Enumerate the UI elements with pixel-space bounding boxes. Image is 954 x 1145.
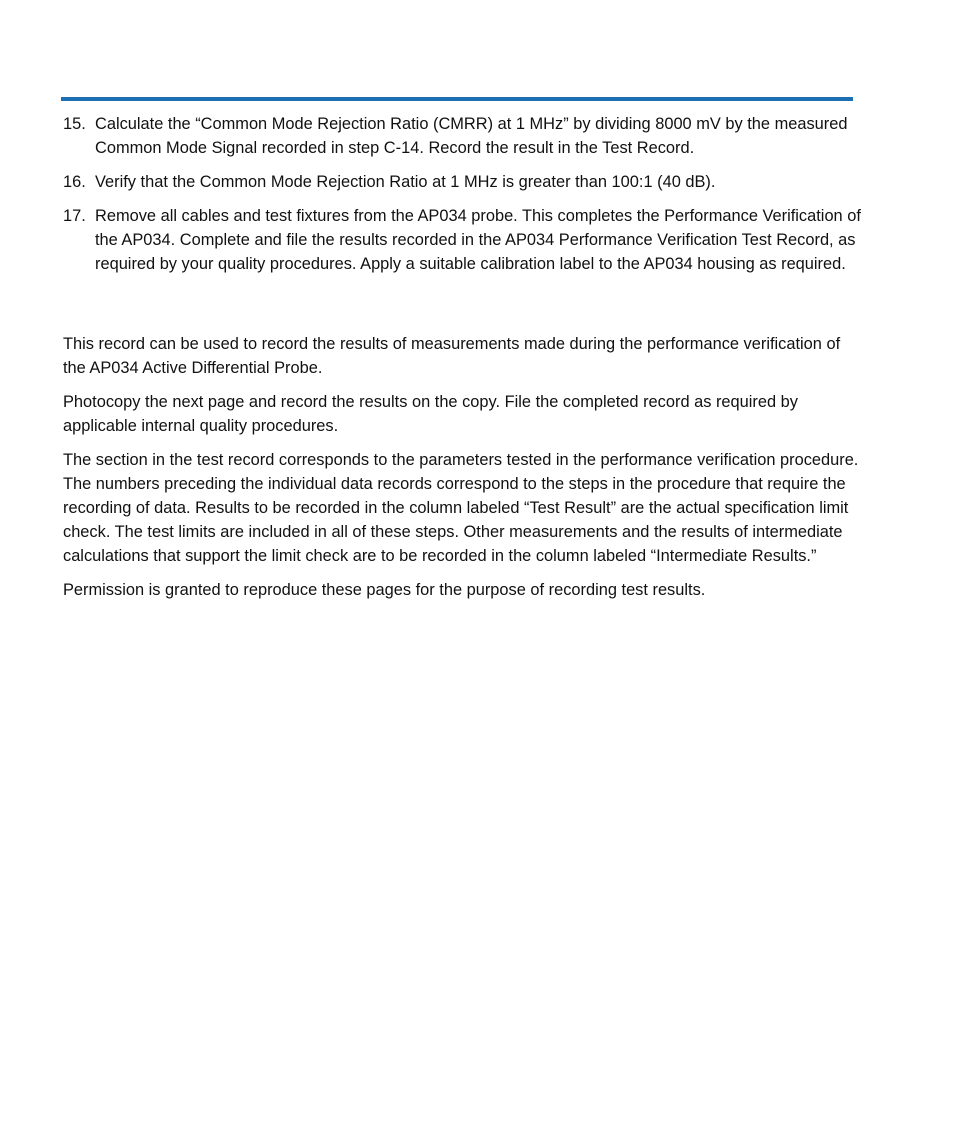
section-spacer bbox=[63, 286, 863, 332]
header-rule bbox=[61, 97, 853, 101]
step-text: Remove all cables and test fixtures from the AP034 probe. This completes the Performance Verification of the AP034. Complete and file the results recorded in the AP034 Performance Verification Test Record, as required by your quality procedures. Apply a suitable calibration label to the AP034 housing as required. bbox=[95, 207, 861, 273]
step-text: Calculate the “Common Mode Rejection Ratio (CMRR) at 1 MHz” by dividing 8000 mV by the measured Common Mode Signal recorded in step C-14. Record the result in the Test Record. bbox=[95, 115, 848, 157]
procedure-steps bbox=[63, 112, 863, 276]
step-17 bbox=[63, 204, 863, 276]
step-16 bbox=[63, 170, 863, 194]
step-number: 16. bbox=[63, 173, 86, 191]
step-number: 15. bbox=[63, 115, 86, 133]
page-content bbox=[63, 112, 863, 612]
step-number: 17. bbox=[63, 207, 86, 225]
section-explanation-paragraph: The section in the test record corresponds to the parameters tested in the performance verification procedure. The numbers preceding the individual data records correspond to the steps in the procedure that require the recording of data. Results to be recorded in the column labeled “Test Result” are the actual specification limit check. The test limits are included in all of these steps. Other measurements and the results of intermediate calculations that support the limit check are to be recorded in the column labeled “Intermediate Results.” bbox=[63, 451, 859, 565]
intro-paragraph: This record can be used to record the results of measurements made during the performance verification of the AP034 Active Differential Probe. bbox=[63, 335, 841, 377]
photocopy-paragraph: Photocopy the next page and record the results on the copy. File the completed record as required by applicable internal quality procedures. bbox=[63, 393, 798, 435]
step-text: Verify that the Common Mode Rejection Ratio at 1 MHz is greater than 100:1 (40 dB). bbox=[95, 173, 716, 191]
permission-paragraph: Permission is granted to reproduce these pages for the purpose of recording test results. bbox=[63, 581, 706, 599]
step-15 bbox=[63, 112, 863, 160]
